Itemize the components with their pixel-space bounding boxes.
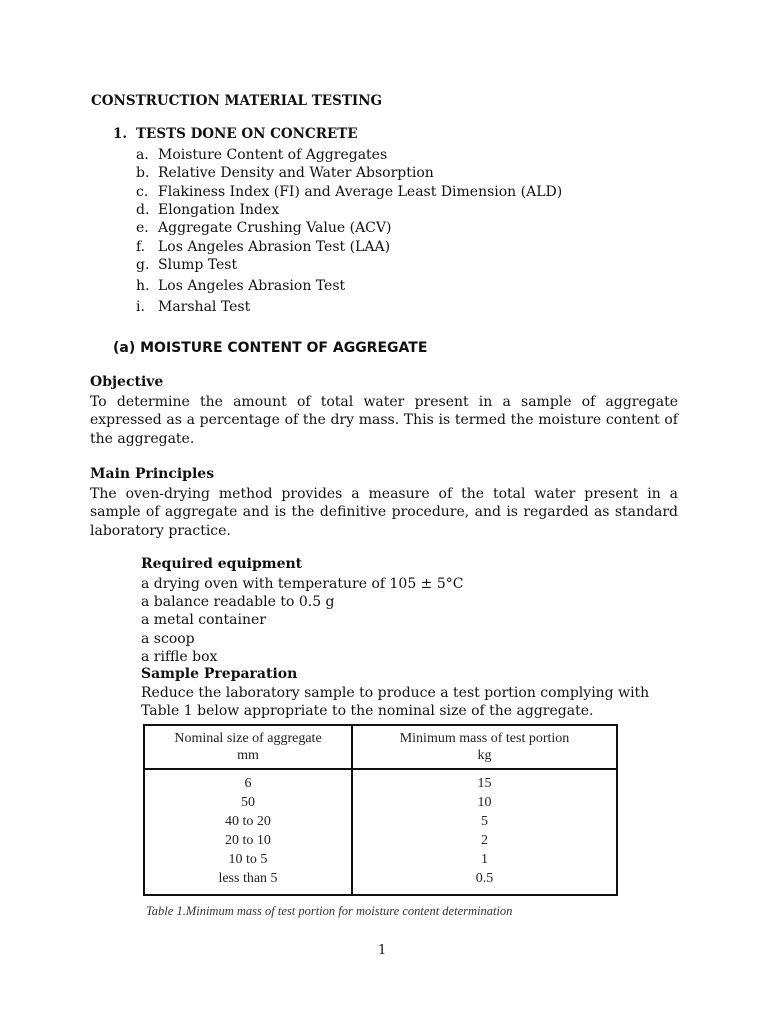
- list-item: a metal container: [141, 612, 266, 629]
- list-item-label: Los Angeles Abrasion Test: [158, 278, 346, 294]
- table-row: [144, 850, 617, 869]
- sample-preparation-heading: Sample Preparation: [141, 666, 298, 682]
- list-item-letter: c.: [136, 184, 149, 200]
- list-item-label: Aggregate Crushing Value (ACV): [158, 220, 392, 236]
- objective-text: To determine the amount of total water present in a sample of aggregate expressed as a percentage of the dry mass. This is termed the moisture content of the aggregate.: [90, 394, 678, 447]
- table-row: [144, 869, 617, 895]
- section-number: 1.: [113, 126, 128, 142]
- list-item-letter: i.: [136, 299, 145, 315]
- table-cell: less than 5: [144, 869, 352, 895]
- header-label: Nominal size of aggregate: [174, 731, 322, 746]
- header-unit: kg: [477, 748, 492, 763]
- list-item-letter: a.: [136, 147, 149, 163]
- document-title: CONSTRUCTION MATERIAL TESTING: [91, 93, 383, 109]
- table-cell: 5: [352, 812, 617, 831]
- equipment-list: [141, 575, 464, 666]
- table-header-row: [144, 725, 617, 769]
- list-item: a scoop: [141, 630, 195, 647]
- table-header-minimum-mass: [352, 725, 617, 769]
- list-item-label: Los Angeles Abrasion Test (LAA): [158, 239, 391, 255]
- list-item: [136, 220, 391, 238]
- table-cell: 40 to 20: [144, 812, 352, 831]
- table-cell: 0.5: [352, 869, 617, 895]
- equipment-heading: Required equipment: [141, 556, 303, 572]
- table-caption: Table 1.Minimum mass of test portion for moisture content determination: [146, 904, 513, 918]
- list-item-letter: g.: [136, 257, 150, 273]
- page-number: 1: [378, 943, 387, 958]
- sample-preparation-text: Reduce the laboratory sample to produce a test portion complying with Table 1 below appropriate to the nominal size of the aggregate.: [141, 685, 650, 720]
- objective-heading: Objective: [90, 374, 164, 390]
- minimum-mass-table: [143, 724, 618, 896]
- header-label: Minimum mass of test portion: [399, 731, 570, 746]
- table-cell: 50: [144, 793, 352, 812]
- subsection-title: (a) MOISTURE CONTENT OF AGGREGATE: [113, 340, 428, 356]
- list-item-letter: b.: [136, 165, 150, 181]
- list-item-letter: f.: [136, 239, 146, 255]
- table-cell: 10: [352, 793, 617, 812]
- table-row: [144, 793, 617, 812]
- header-unit: mm: [237, 748, 259, 763]
- list-item: [136, 147, 387, 165]
- list-item: a riffle box: [141, 648, 218, 665]
- list-item: [136, 239, 390, 257]
- list-item: [136, 165, 434, 183]
- principles-heading: Main Principles: [90, 466, 215, 482]
- principles-text: The oven-drying method provides a measure of the total water present in a sample of aggregate and is the definitive procedure, and is regarded as standard laboratory practice.: [90, 486, 678, 539]
- list-item-label: Flakiness Index (FI) and Average Least Dimension (ALD): [158, 184, 563, 200]
- list-item: [136, 299, 250, 317]
- table-row: [144, 831, 617, 850]
- table-cell: 15: [352, 769, 617, 793]
- list-item-label: Moisture Content of Aggregates: [158, 147, 388, 163]
- table-cell: 10 to 5: [144, 850, 352, 869]
- list-item: [136, 257, 237, 275]
- list-item-label: Marshal Test: [158, 299, 251, 315]
- list-item-label: Slump Test: [158, 257, 238, 273]
- list-item-letter: e.: [136, 220, 149, 236]
- table-cell: 2: [352, 831, 617, 850]
- list-item-letter: d.: [136, 202, 150, 218]
- list-item-letter: h.: [136, 278, 150, 294]
- list-item: [136, 278, 345, 296]
- list-item-label: Elongation Index: [158, 202, 280, 218]
- list-item: [136, 184, 562, 202]
- table-row: [144, 812, 617, 831]
- table-cell: 1: [352, 850, 617, 869]
- list-item: a drying oven with temperature of 105 ± 5°C: [141, 576, 464, 592]
- table-cell: 20 to 10: [144, 831, 352, 850]
- list-item-label: Relative Density and Water Absorption: [158, 165, 434, 181]
- list-item: a balance readable to 0.5 g: [141, 594, 335, 611]
- section-title: TESTS DONE ON CONCRETE: [136, 126, 358, 142]
- table-row: [144, 769, 617, 793]
- list-item: [136, 202, 279, 220]
- table-header-nominal-size: [144, 725, 352, 769]
- table-cell: 6: [144, 769, 352, 793]
